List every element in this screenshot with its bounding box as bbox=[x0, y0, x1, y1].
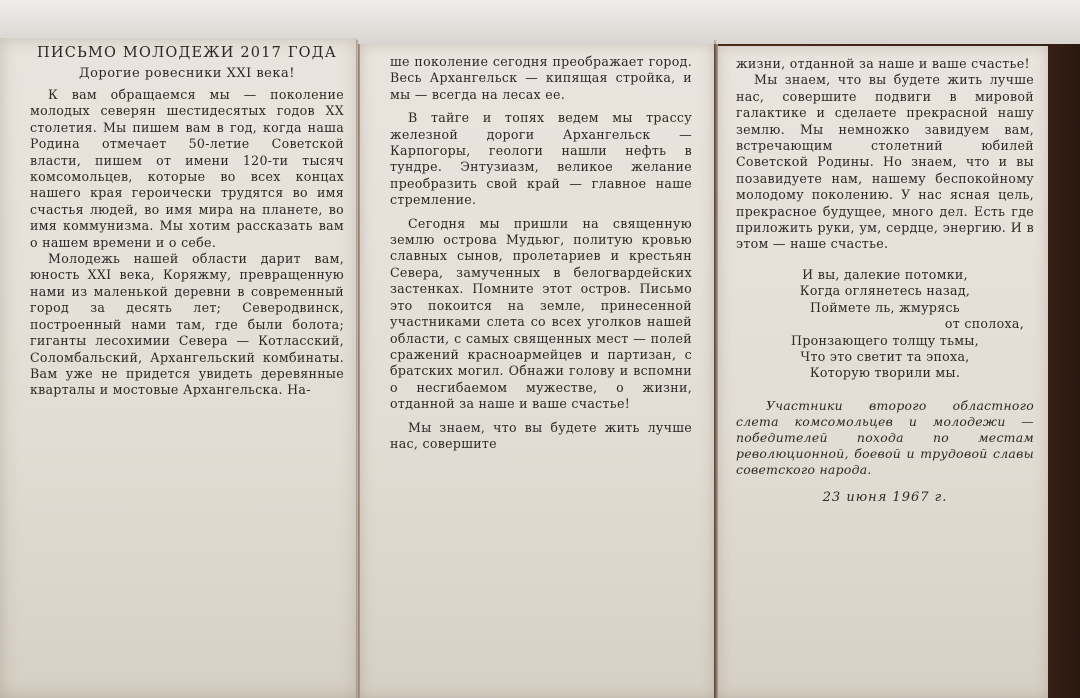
column3-paragraph-2: Мы знаем, что вы будете жить лучше нас, совершите подвиги в мировой галактике и сделаете прекрасной нашу землю. Мы немножко завидуем вам, встречающим столетний юбилей Советской Родины. Но знаем, что и вы позавидуете нам, нашему беспокойному молодому поколению. У нас ясная цель, прекрасное будущее, много дел. Есть где приложить руки, ум, сердце, энергию. И в этом — наше счастье. bbox=[736, 72, 1034, 252]
newspaper-column-3 bbox=[718, 46, 1048, 698]
column1-paragraph-2: Молодежь нашей области дарит вам, юность XXI века, Коряжму, превращенную нами из маленькой деревни в современный город за десять лет; Северодвинск, построенный нами там, где были болота; гиганты лесохимии Севера — Котласский, Соломбальский, Архангельский комбинаты. Вам уже не придется увидеть деревянные кварталы и мостовые Архангельска. На- bbox=[30, 251, 344, 398]
newspaper-column-2 bbox=[360, 44, 714, 698]
column3-paragraph-1: жизни, отданной за наше и ваше счастье! bbox=[736, 56, 1030, 71]
letter-headline: ПИСЬМО МОЛОДЕЖИ 2017 ГОДА bbox=[37, 45, 337, 61]
column1-paragraph-1: К вам обращаемся мы — поколение молодых северян шестидесятых годов XX столетия. Мы пишем вам в год, когда наша Родина отмечает 50-летие Советской власти, пишем от имени 120-ти тысяч комсомольцев, которые во всех концах нашего края героически трудятся во имя счастья людей, во имя мира на планете, во имя коммунизма. Мы хотим рассказать вам о нашем времени и о себе. bbox=[30, 87, 344, 250]
letter-salutation: Дорогие ровесники XXI века! bbox=[79, 66, 295, 81]
column2-paragraph-3: Сегодня мы пришли на священную землю острова Мудьюг, политую кровью славных сынов, пролетариев и крестьян Севера, замученных в белогвардейских застенках. Помните этот остров. Письмо это покоится на земле, принесенной участниками слета со всех уголков нашей области, с самых священных мест — полей сражений красноармейцев и партизан, с братских могил. Обнажи голову и вспомни о несгибаемом мужестве, о жизни, отданной за наше и ваше счастье! bbox=[390, 215, 692, 412]
column2-paragraph-1: ше поколение сегодня преображает город. Весь Архангельск — кипящая стройка, и мы — всегда на лесах ее. bbox=[390, 54, 692, 102]
poem-stanza bbox=[736, 267, 1034, 382]
poem-line: Поймете ль, жмурясь bbox=[810, 299, 960, 315]
poem-line: от сполоха, bbox=[944, 316, 1024, 332]
poem-line: Пронзающего толщу тьмы, bbox=[791, 332, 979, 348]
letter-date: 23 июня 1967 г. bbox=[822, 489, 948, 505]
column2-paragraph-4: Мы знаем, что вы будете жить лучше нас, совершите bbox=[390, 419, 692, 451]
poem-line: Которую творили мы. bbox=[809, 365, 961, 381]
poem-line: Что это светит та эпоха, bbox=[800, 348, 970, 364]
newspaper-column-1 bbox=[0, 38, 358, 698]
poem-line: И вы, далекие потомки, bbox=[802, 266, 968, 282]
letter-signature: Участники второго областного слета комсомольцев и молодежи — победителей похода по местам революционной, боевой и трудовой славы советского народа. bbox=[736, 397, 1034, 477]
poem-line: Когда оглянетесь назад, bbox=[799, 283, 971, 299]
column2-paragraph-2: В тайге и топях ведем мы трассу железной дороги Архангельск — Карпогоры, геологи нашли нефть в тундре. Энтузиазм, великое желание преобразить свой край — главное наше стремление. bbox=[390, 110, 692, 208]
